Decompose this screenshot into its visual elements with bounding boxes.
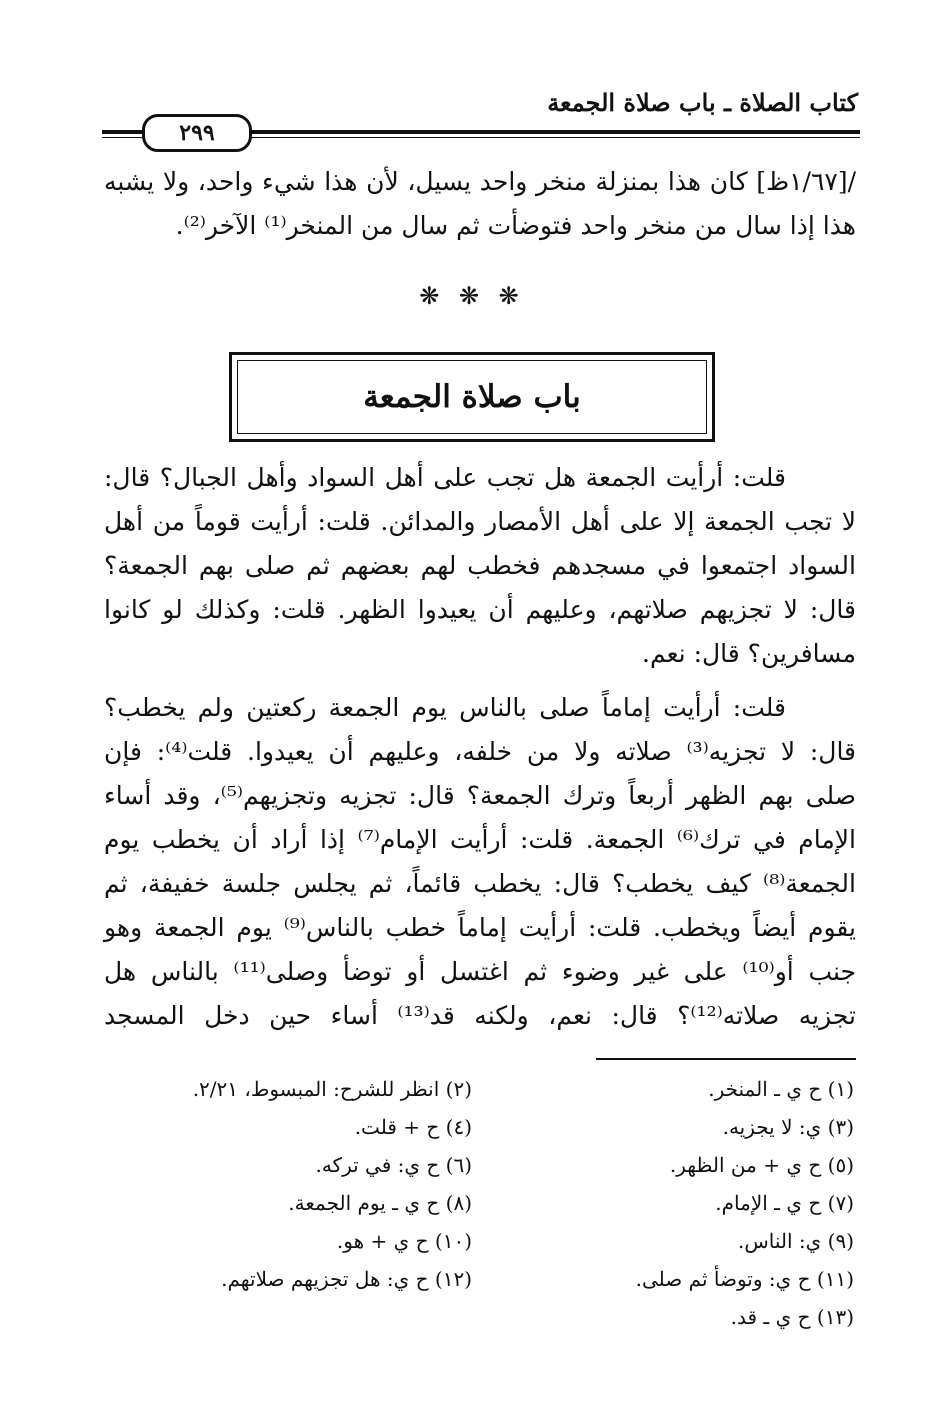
text-line: جنب أو⁽¹⁰⁾ على غير وضوء ثم اغتسل أو توضأ وصلى⁽¹¹⁾ بالناس هل <box>104 957 856 986</box>
footnote-item: (٦) ح ي: في تركه. <box>315 1153 472 1177</box>
running-title: كتاب الصلاة ـ باب صلاة الجمعة <box>547 88 858 117</box>
chapter-title: باب صلاة الجمعة <box>363 379 581 415</box>
section-ornament: ❋ ❋ ❋ <box>419 282 525 310</box>
intro-paragraph <box>104 160 856 248</box>
text-line: يقوم أيضاً ويخطب. قلت: أرأيت إماماً خطب بالناس⁽⁹⁾ يوم الجمعة وهو <box>104 913 856 942</box>
text-line: تجزيه صلاته⁽¹²⁾؟ قال: نعم، ولكنه قد⁽¹³⁾ أساء حين دخل المسجد <box>104 1001 856 1030</box>
footnote-item: (٩) ي: الناس. <box>737 1229 854 1253</box>
text-line: قلت: أرأيت إماماً صلى بالناس يوم الجمعة ركعتين ولم يخطب؟ <box>104 693 786 722</box>
text-line: قال: لا تجزيهم صلاتهم، وعليهم أن يعيدوا الظهر. قلت: وكذلك لو كانوا <box>104 595 856 624</box>
footnote-item: (١٢) ح ي: هل تجزيهم صلاتهم. <box>221 1267 472 1291</box>
text-line: قلت: أرأيت الجمعة هل تجب على أهل السواد وأهل الجبال؟ قال: <box>104 463 786 492</box>
text-line: الإمام في ترك⁽⁶⁾ الجمعة. قلت: أرأيت الإمام⁽⁷⁾ إذا أراد أن يخطب يوم <box>104 825 856 854</box>
footnote-item: (٧) ح ي ـ الإمام. <box>715 1191 854 1215</box>
footnotes-left-column <box>142 1070 472 1298</box>
paragraph-2 <box>104 686 856 1038</box>
text-line: /[١/٦٧ظ] كان هذا بمنزلة منخر واحد يسيل، لأن هذا شيء واحد، ولا يشبه <box>104 167 856 196</box>
text-line: مسافرين؟ قال: نعم. <box>642 639 856 668</box>
text-line: السواد اجتمعوا في مسجدهم فخطب لهم بعضهم ثم صلى بهم الجمعة؟ <box>104 551 856 580</box>
text-line: هذا إذا سال من منخر واحد فتوضأت ثم سال من المنخر⁽¹⁾ الآخر⁽²⁾. <box>175 211 856 240</box>
paragraph-1 <box>104 456 856 676</box>
footnote-item: (١٣) ح ي ـ قد. <box>730 1305 854 1329</box>
text-line: صلى بهم الظهر أربعاً وترك الجمعة؟ قال: تجزيه وتجزيهم⁽⁵⁾، وقد أساء <box>104 781 857 810</box>
footnote-item: (٨) ح ي ـ يوم الجمعة. <box>288 1191 472 1215</box>
footnote-item: (٥) ح ي + من الظهر. <box>669 1153 854 1177</box>
footnote-item: (٣) ي: لا يجزيه. <box>722 1115 854 1139</box>
text-line: قال: لا تجزيه⁽³⁾ صلاته ولا من خلفه، وعليهم أن يعيدوا. قلت⁽⁴⁾: فإن <box>104 737 857 766</box>
footnote-separator <box>596 1058 856 1060</box>
footnote-item: (١٠) ح ي + هو. <box>336 1229 472 1253</box>
chapter-heading-box <box>229 352 715 442</box>
footnote-item: (١١) ح ي: وتوضأ ثم صلى. <box>635 1267 854 1291</box>
page-header <box>100 88 860 148</box>
footnote-item: (١) ح ي ـ المنخر. <box>708 1077 854 1101</box>
footnotes-right-column <box>554 1070 854 1336</box>
text-line: الجمعة⁽⁸⁾ كيف يخطب؟ قال: يخطب قائماً، ثم يجلس جلسة خفيفة، ثم <box>104 869 856 898</box>
footnote-item: (٢) انظر للشرح: المبسوط، ٢/٢١. <box>192 1077 472 1101</box>
page-number: ٢٩٩ <box>142 114 252 152</box>
text-line: لا تجب الجمعة إلا على أهل الأمصار والمدائن. قلت: أرأيت قوماً من أهل <box>104 507 856 536</box>
footnote-item: (٤) ح + قلت. <box>354 1115 472 1139</box>
